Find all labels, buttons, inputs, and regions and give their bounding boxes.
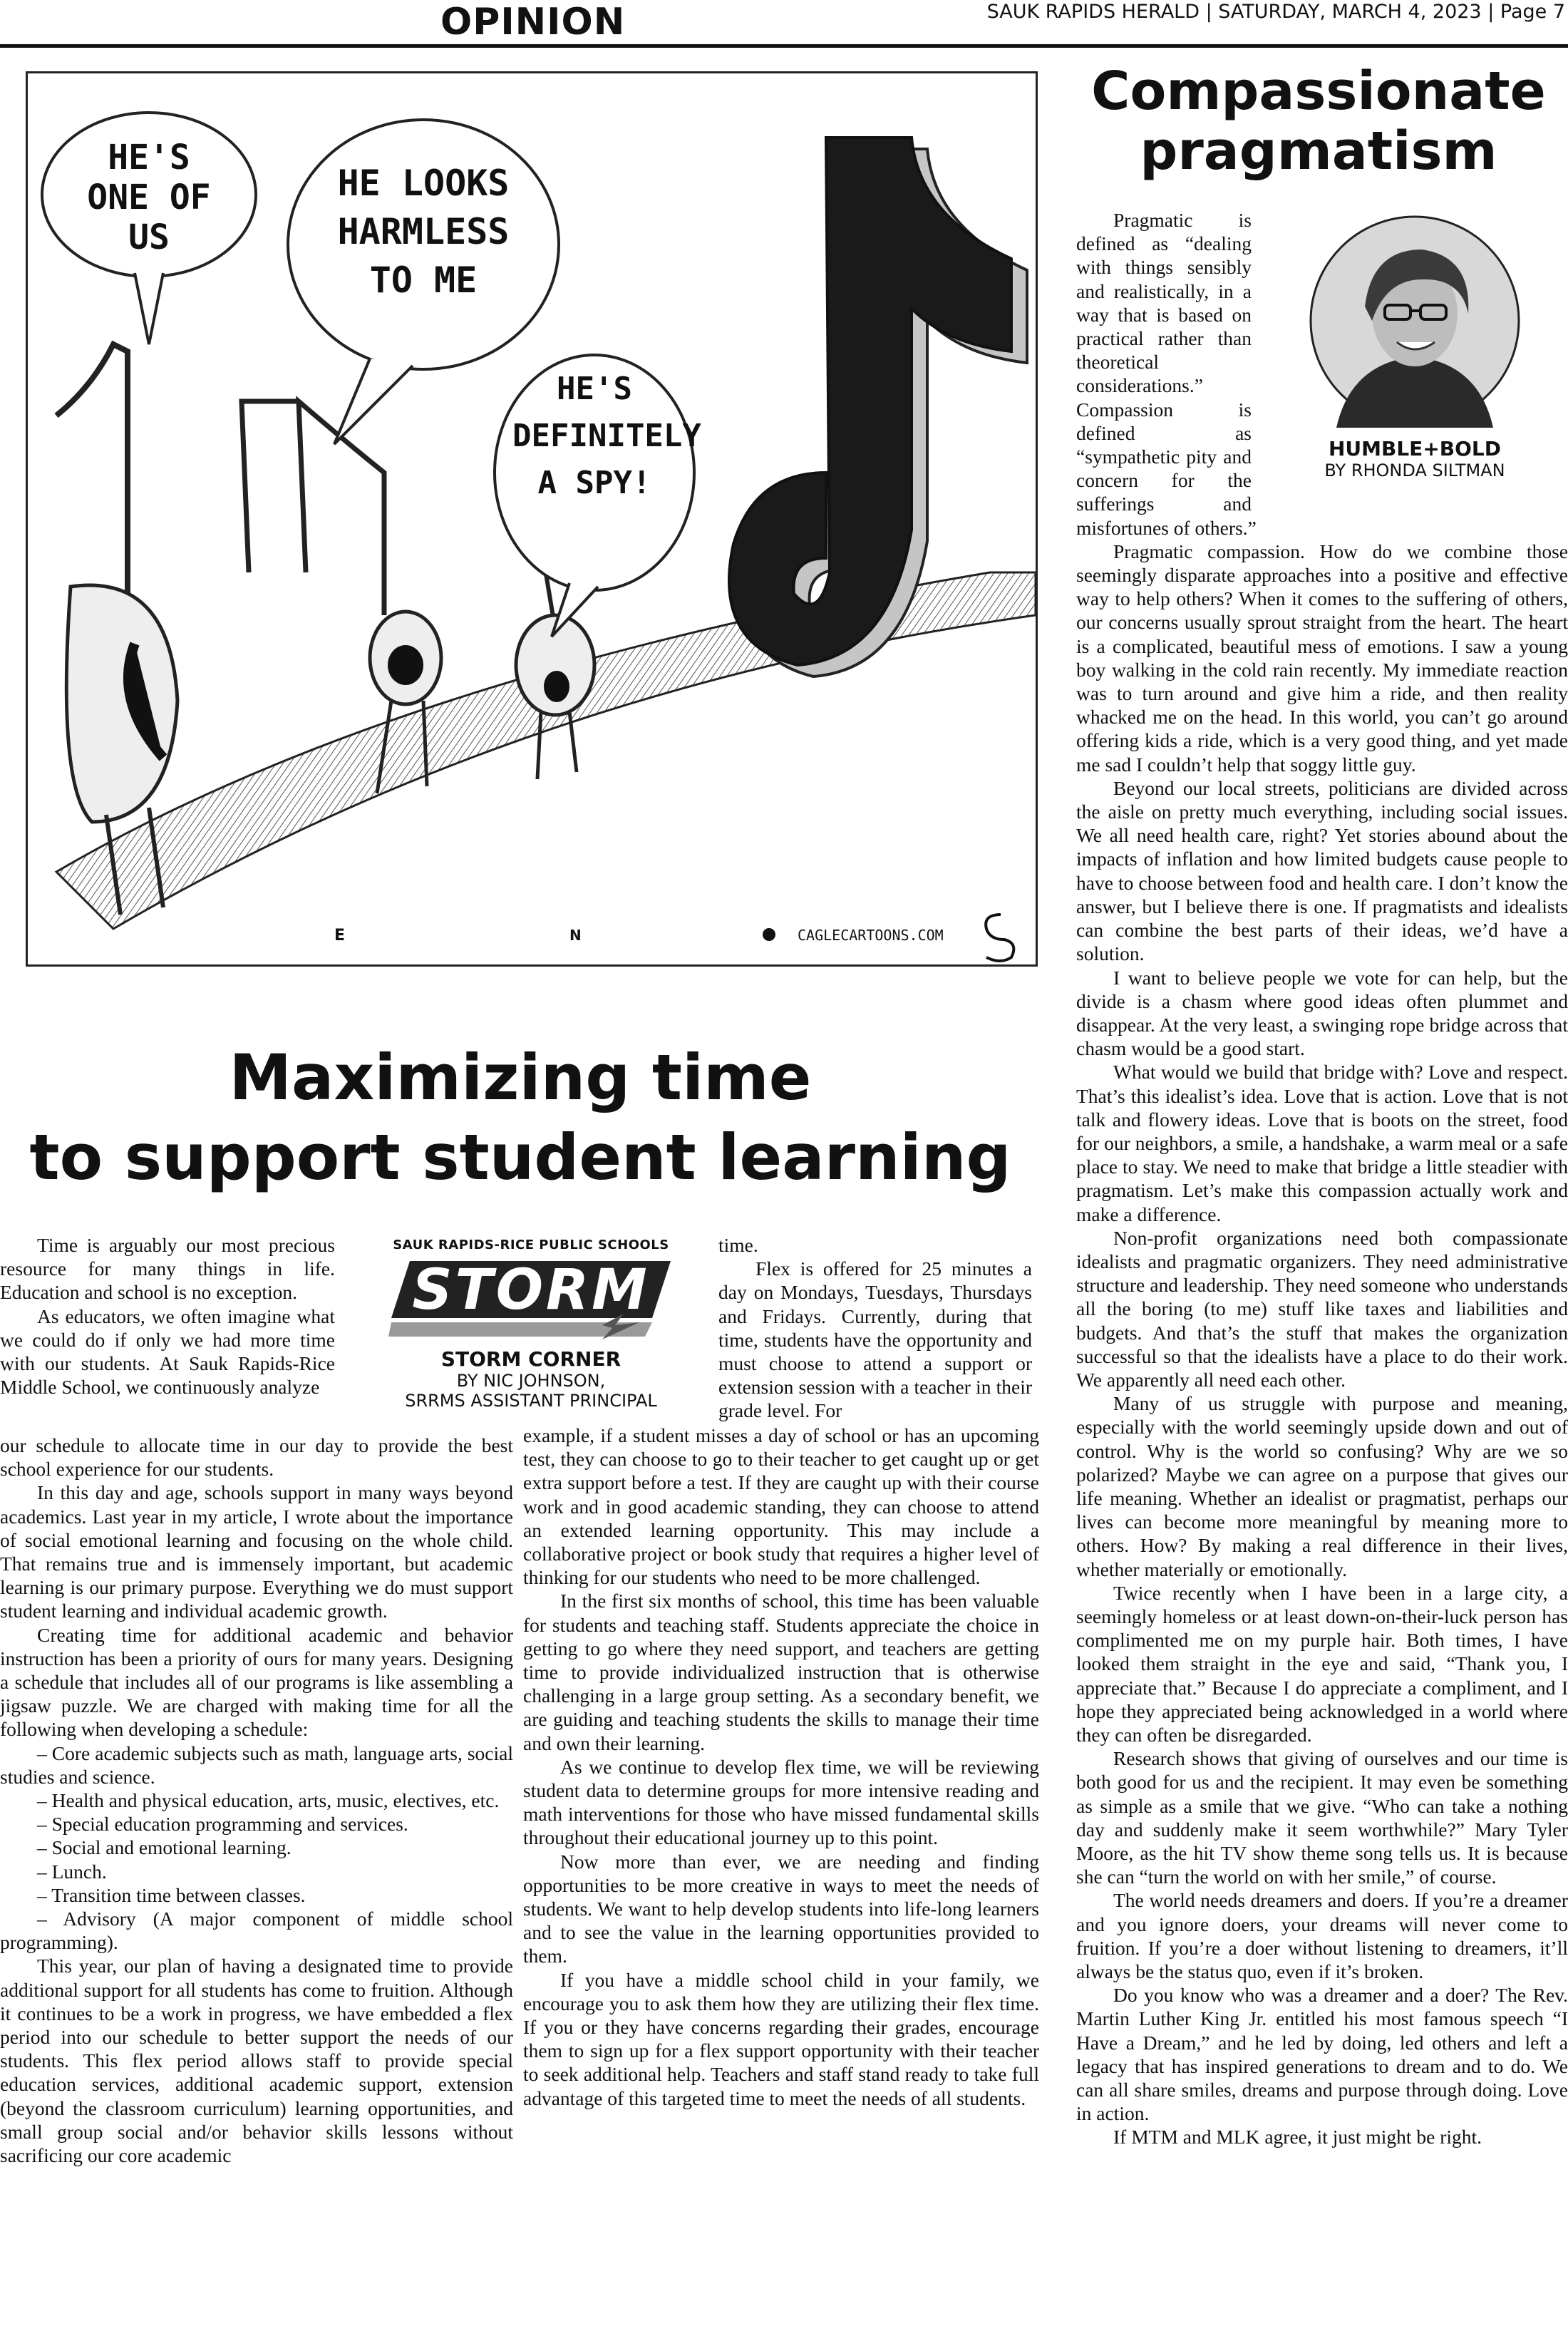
right-headline [1069, 61, 1568, 181]
speech-bubble-3 [495, 355, 701, 637]
cartoon-letter-n: N [569, 927, 582, 944]
paragraph: I want to believe people we vote for can help, but the divide is a chasm where good ideas often plummet and disappear. At the very least, a swinging rope bridge across that chasm would be a good start. [1076, 966, 1568, 1060]
logo-kicker: SAUK RAPIDS-RICE PUBLIC SCHOOLS [393, 1237, 669, 1252]
left-article-column-1-body [0, 1434, 513, 2167]
paragraph: Time is arguably our most precious resource for many things in life. Education and school is no exception. [0, 1234, 335, 1304]
list-item: – Transition time between classes. [37, 1883, 306, 1906]
right-headline-line1: Compassionate [1091, 61, 1546, 122]
paragraph: Now more than ever, we are needing and finding opportunities to be more creative in ways to meet the needs of students. We want to help develop students into life-long learners and to see the value in the learning opportunities provided to them. [523, 1850, 1039, 1967]
paragraph: time. [718, 1234, 758, 1256]
right-article-body [1076, 208, 1568, 2149]
bubble-1-text: HE'S ONE OF US [87, 138, 211, 257]
paragraph: Pragmatic is defined as “dealing with things sensibly and realistically, in a way that is based on practical rather than theoretical considerations.” Compassion is defined as “sympathetic pity and concern for the sufferings and misfortunes of others.” [1076, 209, 1257, 539]
left-headline-line2: to support student learning [29, 1121, 1011, 1194]
paragraph: The world needs dreamers and doers. If you’re a dreamer and you ignore doers, your dreams will never come to fruition. If you’re a doer without listening to dreamers, it’ll always be the status quo, even if it’s broken. [1076, 1889, 1568, 1983]
left-headline-line1: Maximizing time [229, 1041, 812, 1114]
bubble-2-text: HE LOOKS HARMLESS TO ME [337, 163, 510, 301]
artist-mark-icon [986, 915, 1013, 961]
cartoon-dot [763, 928, 775, 941]
paragraph: As educators, we often imagine what we could do if only we had more time with our students. At Sauk Rapids-Rice Middle School, we continuously analyze [0, 1304, 335, 1399]
paragraph: Creating time for additional academic and behavior instruction has been a priority of ours for many years. Designing a schedule that includes all of our programs is like assembling a jigsaw puzzle. We are charged with making time for all the following when developing a schedule: [0, 1623, 513, 1741]
paragraph: Research shows that giving of ourselves and our time is both good for us and the recipient. It may even be something as simple as a smile that we give. “Who can take a nothing day and suddenly make it seem worthwhile?” Mary Tyler Moore, as the hit TV show theme song tells us. It is because she can “turn the world on with her smile,” of course. [1076, 1747, 1568, 1888]
left-headline [14, 1038, 1026, 1198]
paragraph: What would we build that bridge with? Love and respect. That’s this idealist’s idea. Love that is action. Love that is not talk and flowery ideas. Love that is boots on the street, food for our neighbors, a smile, a handshake, a warm meal or a safe place to stay. We need to make that bridge a little steadier with pragmatism. Let’s make this compassion actually work and make a difference. [1076, 1061, 1568, 1225]
bubble-3-text: HE'S DEFINITELY A SPY! [512, 371, 701, 501]
left-article-column-2 [523, 1424, 1039, 2110]
byline-title: SRRMS ASSISTANT PRINCIPAL [405, 1391, 657, 1411]
cartoon-letter-e: E [334, 927, 346, 945]
paragraph: example, if a student misses a day of school or has an upcoming test, they can choose to go to their teacher to get caught up or get extra support before a test. If they are caught up with their course work and in good academic standing, they can choose to attend an extended learning opportunity. This may include a collaborative project or book study that requires a higher level of thinking for our students who need to be more challenged. [523, 1424, 1039, 1589]
paragraph: Pragmatic compassion. How do we combine those seemingly disparate approaches into a positive and effective way to help others? When it comes to the suffering of others, our concerns usually sprout straight from the heart. The heart is a complicated, beautiful mess of emotions. I saw a young boy walking in the cold rain recently. My immediate reaction was to turn around and give him a ride, and then reality whacked me on the head. In this world, you can’t go around offering kids a ride, which is a very good thing, and yet made me sad I couldn’t help that soggy little guy. [1076, 540, 1568, 776]
paragraph: Do you know who was a dreamer and a doer? The Rev. Martin Luther King Jr. entitled his most famous speech “I Have a Dream,” and he led by doing, led others and left a legacy that has inspired generations to dream and to do. We can all share smiles, dreams and purpose through doing. Love in action. [1076, 1984, 1568, 2125]
col1-wrap [0, 1233, 335, 1426]
cartoon-drawing [28, 73, 1036, 964]
column-name: HUMBLE+BOLD [1328, 437, 1502, 460]
header-rule [0, 44, 1568, 48]
right-headline-line2: pragmatism [1140, 120, 1497, 182]
section-title: OPINION [440, 1, 626, 43]
speech-bubble-1 [42, 113, 256, 344]
byline: BY RHONDA SILTMAN [1324, 460, 1505, 480]
paragraph: Non-profit organizations need both compassionate idealists and pragmatic organizers. They need administrative structure and leadership. They need someone who understands all the boring (to me) stuff like taxes and liabilities and budgets. And that’s the stuff that makes the organization successful so that the idealists have a place to do their work. We apparently all need each other. [1076, 1226, 1568, 1391]
list-item: – Lunch. [37, 1860, 107, 1883]
left-article-column-1 [0, 1233, 513, 1426]
editorial-cartoon [26, 71, 1038, 967]
paragraph: Twice recently when I have been in a large city, a seemingly homeless or at least down-on-their-luck person has complimented me on my purple hair. Both times, I have looked them straight in the eye and said, “Thank you, I appreciate that.” Because I do appreciate a compliment, and I hope they appreciated being acknowledged in a world where they can often be disregarded. [1076, 1581, 1568, 1746]
paragraph: This year, our plan of having a designated time to provide additional support for all students has come to fruition. Although it continues to be a work in progress, we have embedded a flex period into our schedule to better support the needs of our students. This flex period allows staff to provide special education services, additional academic support, extension (beyond the classroom curriculum) learning opportunities, and small group social and/or behavior skills lessons without sacrificing our core academic [0, 1955, 513, 2167]
list-item: – Core academic subjects such as math, language arts, social studies and science. [0, 1741, 513, 1788]
left-article-column-3 [718, 1233, 1032, 1423]
list-item: – Social and emotional learning. [37, 1836, 292, 1859]
column-name: STORM CORNER [440, 1347, 621, 1371]
dateline: SAUK RAPIDS HERALD | SATURDAY, MARCH 4, 2023 | Page 7 [986, 1, 1565, 23]
paragraph: Many of us struggle with purpose and meaning, especially with the world seemingly upside down and out of control. Why is the world so confusing? Why are we so polarized? Maybe we can agree on a purpose that gives our life meaning. Whether an idealist or pragmatist, perhaps our lives can become more meaningful by meaning more to others. How? By making a real difference in their lives, whether materially or emotionally. [1076, 1392, 1568, 1580]
list-item: – Advisory (A major component of middle school programming). [0, 1908, 513, 1954]
paragraph: Beyond our local streets, politicians are divided across the aisle on pretty much everything, including social issues. We all need health care, right? Yet stories abound about the impacts of inflation and how limited budgets cause people to have to choose between food and health care. I don’t know the answer, but I believe there is one. If pragmatists and idealists can combine the best parts of their ideas, we’d have a solution. [1076, 776, 1568, 965]
byline: BY NIC JOHNSON, [456, 1371, 606, 1391]
paragraph: If MTM and MLK agree, it just might be right. [1113, 2126, 1482, 2149]
paragraph: In the first six months of school, this time has been valuable for students and teaching staff. Students appreciate the choice in getting to go where they need support, and teachers are getting time to provide individualized instruction that is otherwise challenging in a large group setting. As a secondary benefit, we are guiding and teaching students the skills to manage their time and own their learning. [523, 1590, 1039, 1754]
list-item: – Health and physical education, arts, music, electives, etc. [37, 1789, 500, 1812]
paragraph: In this day and age, schools support in many ways beyond academics. Last year in my article, I wrote about the importance of social emotional learning and focusing on the whole child. That remains true and is immensely important, but academic learning is our primary purpose. Everything we do must support student learning and individual academic growth. [0, 1481, 513, 1622]
paragraph: our schedule to allocate time in our day to provide the best school experience for our students. [0, 1434, 513, 1481]
paragraph: As we continue to develop flex time, we will be reviewing student data to determine groups for more intensive reading and math interventions for those who have missed fundamental skills throughout their educational journey up to this point. [523, 1755, 1039, 1849]
cartoon-signature: CAGLECARTOONS.COM [798, 927, 944, 944]
paragraph: Flex is offered for 25 minutes a day on Mondays, Tuesdays, Thursdays and Fridays. Currently, during that time, students have the opportunity and must choose to attend a support or extension session with a teacher in their grade level. For [718, 1257, 1032, 1422]
list-item: – Special education programming and services. [37, 1813, 408, 1836]
author-photo [1308, 214, 1522, 428]
logo-word: STORM [412, 1258, 650, 1322]
paragraph: If you have a middle school child in your family, we encourage you to ask them how they are utilizing their flex time. If you or they have concerns regarding their grades, encourage them to sign up for a flex support opportunity with their teacher to seek additional help. Teachers and staff stand ready to take full advantage of this targeted time to meet the needs of all students. [523, 1968, 1039, 2109]
author-photo-box [1262, 208, 1568, 500]
